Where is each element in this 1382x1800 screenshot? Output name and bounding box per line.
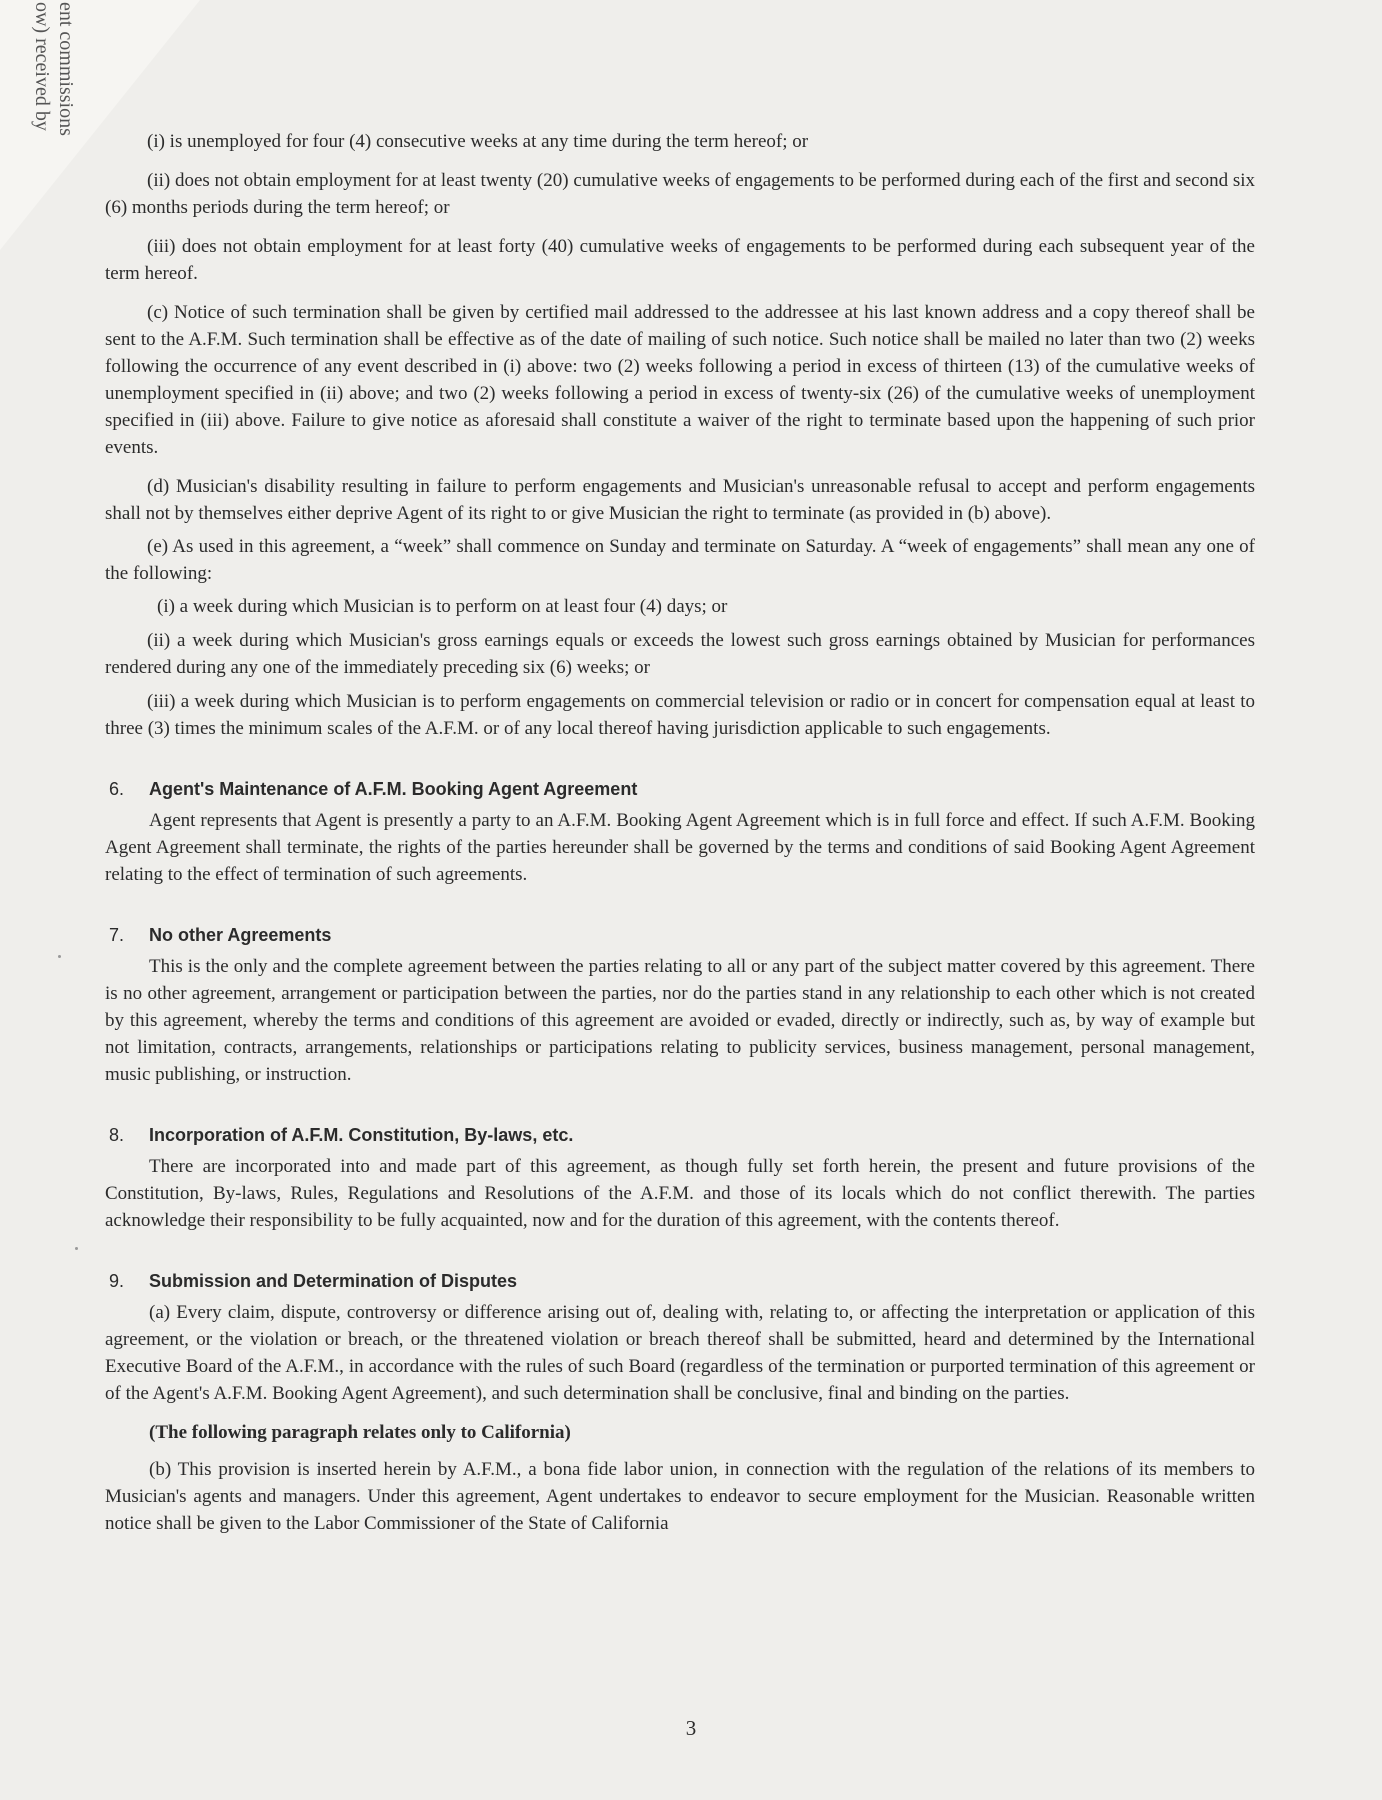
clause-d: (d) Musician's disability resulting in failure to perform engagements and Musician's unreasonable refusal to accept and perform engagements shall not by themselves either deprive Agent of its right to or give Musician the right to terminate (as provided in (b) above).: [105, 476, 1255, 524]
section-9-heading: [109, 1268, 1255, 1295]
clause-top-iii: (iii) does not obtain employment for at least forty (40) cumulative weeks of engagements to be performed during each subsequent year of the term hereof.: [105, 236, 1255, 284]
section-title: Incorporation of A.F.M. Constitution, By-laws, etc.: [149, 1125, 574, 1145]
clause-top-ii: (ii) does not obtain employment for at least twenty (20) cumulative weeks of engagements to be performed during each of the first and second six (6) months periods during the term hereof; or: [105, 170, 1256, 218]
week-def-iii: (iii) a week during which Musician is to perform engagements on commercial television or radio or in concert for compensation equal at least to three (3) times the minimum scales of the A.F.M. or of any local thereof having jurisdiction applicable to such engagements.: [105, 691, 1255, 739]
paper-speck: [58, 955, 61, 958]
week-def-ii: (ii) a week during which Musician's gross earnings equals or exceeds the lowest such gross earnings obtained by Musician for performances rendered during any one of the immediately preceding six (6) weeks; or: [105, 630, 1255, 678]
section-8-heading: [109, 1122, 1255, 1149]
paper-speck: [75, 1247, 78, 1250]
section-7-heading: [109, 922, 1255, 949]
section-number: 8.: [109, 1125, 125, 1145]
section-7-body: This is the only and the complete agreement between the parties relating to all or any part of the subject matter covered by this agreement. There is no other agreement, arrangement or participation between the parties, nor do the parties stand in any relationship to each other which is not created by this agreement, whereby the terms and conditions of this agreement are avoided or evaded, directly or indirectly, such as, by way of example but not limitation, contracts, arrangements, relationships or participations relating to publicity services, business management, personal management, music publishing, or instruction.: [105, 956, 1255, 1085]
document-body: [105, 128, 1255, 1537]
section-title: Agent's Maintenance of A.F.M. Booking Agent Agreement: [149, 779, 638, 799]
section-9-a: (a) Every claim, dispute, controversy or difference arising out of, dealing with, relating to, or affecting the interpretation or application of this agreement, or the violation or breach, or the threatened violation or breach thereof shall be submitted, heard and determined by the International Executive Board of the A.F.M., in accordance with the rules of such Board (regardless of the termination or purported termination of this agreement or of the Agent's A.F.M. Booking Agent Agreement), and such determination shall be conclusive, final and binding on the parties.: [105, 1302, 1255, 1404]
corner-line-2: ow) received by: [31, 2, 53, 131]
california-note: (The following paragraph relates only to California): [149, 1422, 571, 1443]
section-title: No other Agreements: [149, 925, 332, 945]
clause-e: (e) As used in this agreement, a “week” shall commence on Sunday and terminate on Saturday. A “week of engagements” shall mean any one of the following:: [105, 536, 1255, 584]
clause-top-i: (i) is unemployed for four (4) consecutive weeks at any time during the term hereof; or: [147, 131, 809, 152]
section-title: Submission and Determination of Disputes: [149, 1271, 518, 1291]
clause-c: (c) Notice of such termination shall be given by certified mail addressed to the addressee at his last known address and a copy thereof shall be sent to the A.F.M. Such termination shall be effective as of the date of mailing of such notice. Such notice shall be mailed no later than two (2) weeks following the occurrence of any event described in (i) above: two (2) weeks following a period in excess of thirteen (13) of the cumulative weeks of unemployment specified in (ii) above; and two (2) weeks following a period in excess of twenty-six (26) of the cumulative weeks of unemployment specified in (iii) above. Failure to give notice as aforesaid shall constitute a waiver of the right to terminate based upon the happening of such prior events.: [105, 302, 1255, 458]
section-number: 6.: [109, 779, 125, 799]
section-6-heading: [109, 776, 1255, 803]
section-6-body: Agent represents that Agent is presently a party to an A.F.M. Booking Agent Agreement which is in full force and effect. If such A.F.M. Booking Agent Agreement shall terminate, the rights of the parties hereunder shall be governed by the terms and conditions of said Booking Agent Agreement relating to the effect of termination of such agreements.: [105, 810, 1255, 885]
corner-line-1: ent commissions: [55, 2, 77, 136]
section-8-body: There are incorporated into and made part of this agreement, as though fully set forth herein, the present and future provisions of the Constitution, By-laws, Rules, Regulations and Resolutions of the A.F.M. and those of its locals which do not conflict therewith. The parties acknowledge their responsibility to be fully acquainted, now and for the duration of this agreement, with the contents thereof.: [105, 1156, 1255, 1231]
section-9-b: (b) This provision is inserted herein by A.F.M., a bona fide labor union, in connection with the regulation of the relations of its members to Musician's agents and managers. Under this agreement, Agent undertakes to endeavor to secure employment for the Musician. Reasonable written notice shall be given to the Labor Commissioner of the State of California: [105, 1459, 1255, 1534]
page-number: 3: [685, 1716, 697, 1740]
section-number: 9.: [109, 1271, 125, 1291]
section-number: 7.: [109, 925, 125, 945]
corner-text-fragment: [30, 2, 78, 136]
week-def-i: (i) a week during which Musician is to perform on at least four (4) days; or: [157, 596, 728, 617]
